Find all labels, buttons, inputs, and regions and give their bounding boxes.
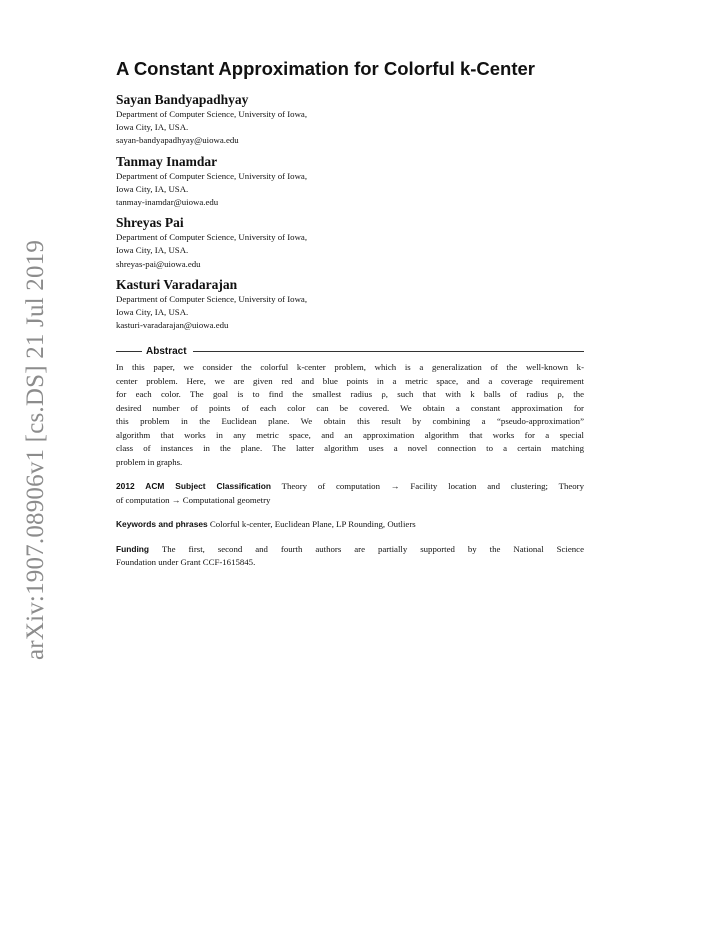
author-block: [116, 215, 584, 271]
author-name: Kasturi Varadarajan: [116, 276, 238, 292]
author-affiliation: Department of Computer Science, University of Iowa,: [116, 170, 308, 181]
abstract-line: In this paper, we consider the colorful k-center problem, which is a generalization of the well-known k-: [116, 362, 584, 373]
abstract-body: [116, 361, 584, 469]
abstract-line: for each color. The goal is to find the smallest radius ρ, such that with k balls of radius ρ, the: [116, 389, 584, 400]
funding-text: Foundation under Grant CCF-1615845.: [116, 557, 256, 568]
paper-title: A Constant Approximation for Colorful k-Center: [116, 58, 535, 79]
acm-classification: [116, 480, 584, 507]
acm-classification-text: of computation → Computational geometry: [116, 494, 271, 505]
author-affiliation: Department of Computer Science, University of Iowa,: [116, 293, 308, 304]
author-email[interactable]: tanmay-inamdar@uiowa.edu: [116, 197, 219, 208]
keywords-text: Colorful k-center, Euclidean Plane, LP Rounding, Outliers: [209, 519, 416, 530]
author-email[interactable]: kasturi-varadarajan@uiowa.edu: [116, 320, 229, 331]
author-name: Shreyas Pai: [116, 215, 184, 231]
author-location: Iowa City, IA, USA.: [116, 122, 189, 133]
funding-label: Funding: [116, 543, 150, 554]
acm-classification-label: 2012 ACM Subject Classification: [116, 481, 271, 492]
acm-classification-text: Theory of computation → Facility location and clustering; Theory: [281, 481, 585, 492]
author-location: Iowa City, IA, USA.: [116, 183, 189, 194]
keywords: [116, 518, 584, 532]
paper-first-page: [116, 58, 584, 570]
author-email[interactable]: shreyas-pai@uiowa.edu: [116, 258, 201, 269]
author-email[interactable]: sayan-bandyapadhyay@uiowa.edu: [116, 135, 239, 146]
abstract-heading: Abstract: [146, 346, 187, 358]
author-block: [116, 92, 584, 148]
author-name: Tanmay Inamdar: [116, 153, 218, 169]
abstract-rule-left: [116, 351, 142, 352]
author-location: Iowa City, IA, USA.: [116, 245, 189, 256]
abstract-line: center problem. Here, we are given red and blue points in a metric space, and a coverage requirement: [116, 375, 584, 386]
author-affiliation: Department of Computer Science, University of Iowa,: [116, 109, 308, 119]
abstract-line: desired number of points of each color can be covered. We obtain a constant approximation for: [116, 402, 584, 413]
arxiv-identifier-stamp: arXiv:1907.08906v1 [cs.DS] 21 Jul 2019: [22, 239, 49, 660]
abstract-line: class of instances in the plane. The latter algorithm uses a novel connection to a certain matching: [116, 443, 584, 454]
funding: [116, 543, 584, 570]
author-affiliation: Department of Computer Science, University of Iowa,: [116, 232, 308, 243]
abstract-line: problem in graphs.: [116, 456, 183, 467]
author-block: [116, 277, 584, 333]
author-name: Sayan Bandyapadhyay: [116, 92, 249, 107]
author-list: [116, 92, 584, 332]
funding-text: The first, second and fourth authors are partially supported by the National Science: [161, 543, 584, 554]
abstract-line: algorithm that works in any metric space, and an approximation algorithm that works for a special: [116, 429, 584, 440]
keywords-label: Keywords and phrases: [116, 519, 208, 530]
author-block: [116, 154, 584, 210]
abstract-header: [116, 346, 584, 357]
author-location: Iowa City, IA, USA.: [116, 307, 189, 318]
abstract-line: this problem in the Euclidean plane. We obtain this result by combining a “pseudo-approximation”: [116, 416, 584, 427]
abstract-rule-right: [193, 351, 584, 352]
